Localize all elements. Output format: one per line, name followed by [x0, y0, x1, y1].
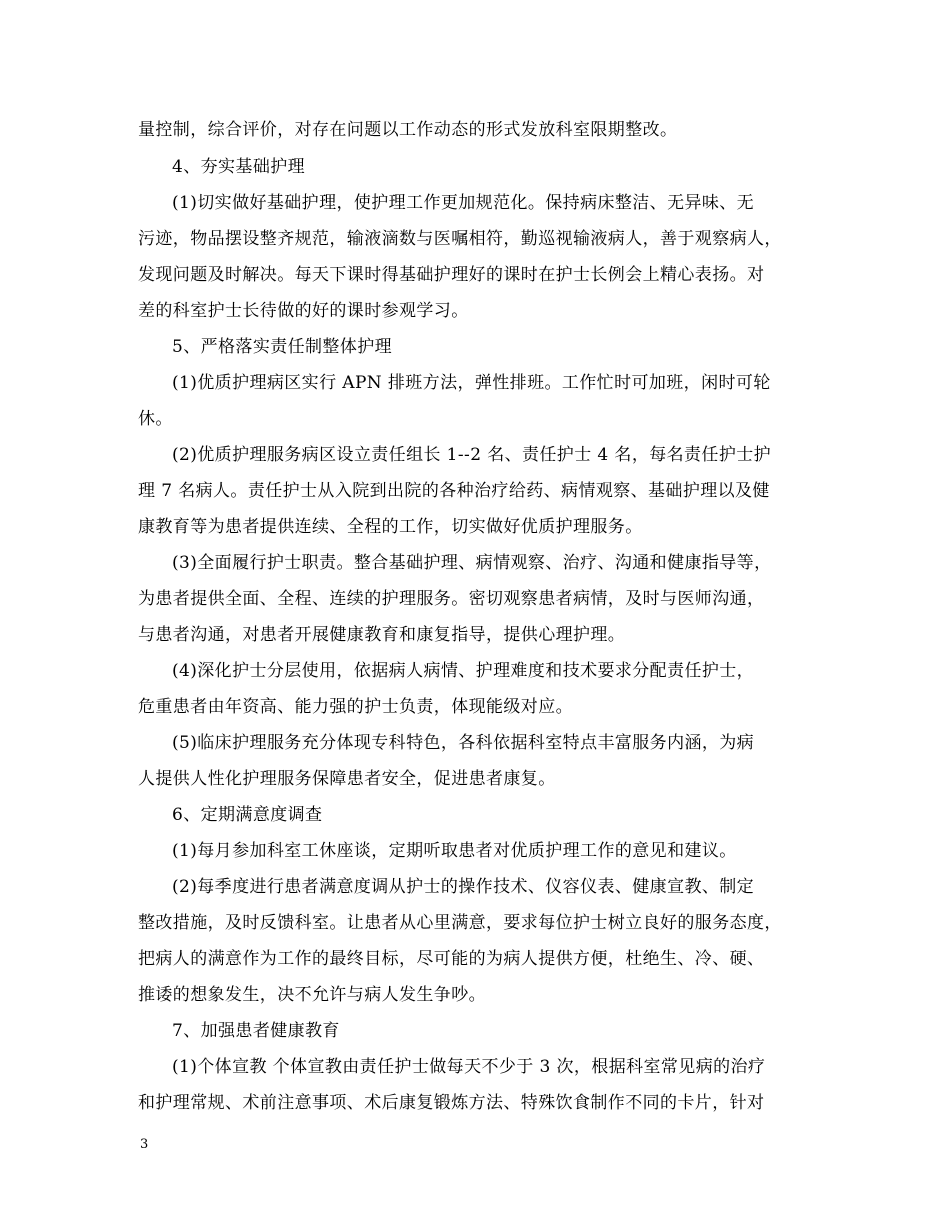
- paragraph-line: 推诿的想象发生，决不允许与病人发生争吵。: [138, 985, 486, 1005]
- paragraph-line: (1)切实做好基础护理，使护理工作更加规范化。保持病床整洁、无异味、无: [172, 193, 755, 213]
- paragraph-line: (2)优质护理服务病区设立责任组长 1--2 名、责任护士 4 名，每名责任护士护: [172, 445, 772, 465]
- section-heading: 6、定期满意度调查: [172, 805, 323, 825]
- paragraph-line: 把病人的满意作为工作的最终目标，尽可能的为病人提供方便，杜绝生、冷、硬、: [138, 949, 765, 969]
- paragraph-line: (4)深化护士分层使用，依据病人病情、护理难度和技术要求分配责任护士，: [172, 661, 755, 681]
- paragraph-line: 康教育等为患者提供连续、全程的工作，切实做好优质护理服务。: [138, 517, 643, 537]
- paragraph-line: 和护理常规、术前注意事项、术后康复锻炼方法、特殊饮食制作不同的卡片，针对: [138, 1093, 765, 1113]
- paragraph-line: (5)临床护理服务充分体现专科特色，各科依据科室特点丰富服务内涵，为病: [172, 733, 755, 753]
- paragraph-line: (3)全面履行护士职责。整合基础护理、病情观察、治疗、沟通和健康指导等，: [172, 553, 772, 573]
- section-heading: 4、夯实基础护理: [172, 157, 306, 177]
- paragraph-line: 量控制，综合评价，对存在问题以工作动态的形式发放科室限期整改。: [138, 120, 678, 140]
- paragraph-line: (2)每季度进行患者满意度调从护士的操作技术、仪容仪表、健康宣教、制定: [172, 877, 755, 897]
- section-heading: 7、加强患者健康教育: [172, 1021, 340, 1041]
- page-number: 3: [140, 1137, 149, 1152]
- paragraph-line: 污迹，物品摆设整齐规范，输液滴数与医嘱相符，勤巡视输液病人，善于观察病人，: [138, 229, 782, 249]
- paragraph-line: (1)每月参加科室工休座谈，定期听取患者对优质护理工作的意见和建议。: [172, 841, 737, 861]
- paragraph-line: 人提供人性化护理服务保障患者安全，促进患者康复。: [138, 769, 556, 789]
- section-heading: 5、严格落实责任制整体护理: [172, 337, 393, 357]
- paragraph-line: 为患者提供全面、全程、连续的护理服务。密切观察患者病情，及时与医师沟通，: [138, 589, 765, 609]
- paragraph-line: 理 7 名病人。责任护士从入院到出院的各种治疗给药、病情观察、基础护理以及健: [138, 481, 770, 501]
- paragraph-line: 危重患者由年资高、能力强的护士负责，体现能级对应。: [138, 697, 573, 717]
- paragraph-line: (1)个体宣教 个体宣教由责任护士做每天不少于 3 次，根据科室常见病的治疗: [172, 1057, 766, 1077]
- paragraph-line: 整改措施，及时反馈科室。让患者从心里满意，要求每位护士树立良好的服务态度，: [138, 913, 782, 933]
- paragraph-line: 差的科室护士长待做的好的课时参观学习。: [138, 301, 469, 321]
- paragraph-line: 与患者沟通，对患者开展健康教育和康复指导，提供心理护理。: [138, 625, 626, 645]
- paragraph-line: 休。: [138, 409, 173, 429]
- paragraph-line: (1)优质护理病区实行 APN 排班方法，弹性排班。工作忙时可加班，闲时可轮: [172, 373, 771, 393]
- paragraph-line: 发现问题及时解决。每天下课时得基础护理好的课时在护士长例会上精心表扬。对: [138, 265, 765, 285]
